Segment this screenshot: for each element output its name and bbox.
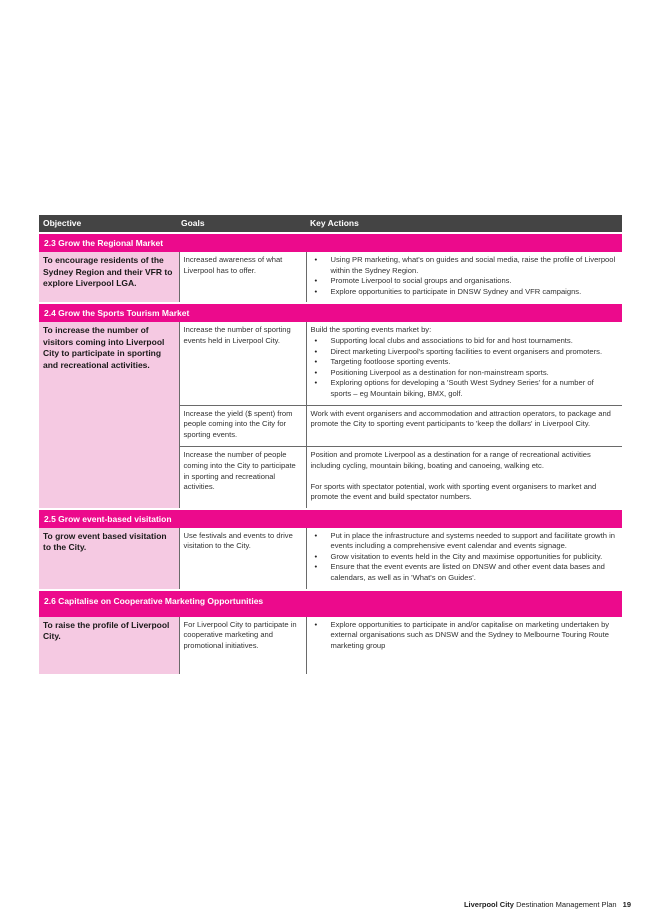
goal-cell: Increased awareness of what Liverpool has to offer. — [179, 252, 306, 303]
section-row — [39, 509, 622, 528]
goal-cell: For Liverpool City to participate in cooperative marketing and promotional initiatives. — [179, 617, 306, 674]
table-row — [39, 617, 622, 674]
table-header-row — [39, 215, 622, 233]
list-item: • Positioning Liverpool as a destination for non-mainstream sports. — [311, 368, 617, 379]
bullet-list — [311, 620, 617, 652]
list-item: • Using PR marketing, what's on guides and social media, raise the profile of Liverpool within the Sydney Region. — [311, 255, 617, 276]
key-actions-cell — [306, 405, 622, 447]
objective-cell: To grow event based visitation to the City. — [39, 528, 179, 590]
action-paragraph: For sports with spectator potential, work with sporting event organisers to market and promote the event and build spectator numbers. — [310, 481, 597, 502]
list-item: • Targeting footloose sporting events. — [311, 357, 617, 368]
bullet-list — [311, 531, 617, 584]
key-actions-cell — [306, 252, 622, 303]
list-item: • Exploring options for developing a 'South West Sydney Series' for a number of sports – eg Mountain biking, BMX, golf. — [311, 378, 617, 399]
page-footer — [464, 900, 631, 909]
section-title: 2.3 Grow the Regional Market — [39, 233, 622, 252]
header-objective: Objective — [39, 215, 179, 233]
objective-cell: To increase the number of visitors coming into Liverpool City to participate in sporting and recreational activities. — [39, 322, 179, 508]
action-paragraph: Work with event organisers and accommodation and attraction operators, to package and promote the City to sporting event participants to 'keep the dollars' in Liverpool City. — [310, 408, 611, 429]
goal-cell: Increase the number of people coming into the City to participate in sporting and recreational activities. — [179, 447, 306, 509]
objective-cell: To raise the profile of Liverpool City. — [39, 617, 179, 674]
list-item: • Grow visitation to events held in the City and maximise opportunities for publicity. — [311, 552, 617, 563]
bullet-list — [311, 255, 617, 297]
page-number: 19 — [622, 900, 631, 909]
actions-intro: Build the sporting events market by: — [310, 325, 432, 335]
section-row — [39, 303, 622, 322]
list-item: • Explore opportunities to participate in DNSW Sydney and VFR campaigns. — [311, 287, 617, 298]
key-actions-cell — [306, 617, 622, 674]
section-row — [39, 233, 622, 252]
list-item: • Supporting local clubs and associations to bid for and host tournaments. — [311, 336, 617, 347]
goal-cell: Use festivals and events to drive visitation to the City. — [179, 528, 306, 590]
table-row — [39, 322, 622, 405]
goal-cell: Increase the yield ($ spent) from people coming into the City for sporting events. — [179, 405, 306, 447]
list-item: • Explore opportunities to participate in and/or capitalise on marketing undertaken by external organisations such as DNSW and the Sydney to Melbourne Touring Route marketing group — [311, 620, 617, 652]
list-item: • Promote Liverpool to social groups and organisations. — [311, 276, 617, 287]
header-goals: Goals — [179, 215, 306, 233]
list-item: • Direct marketing Liverpool's sporting facilities to event organisers and promoters. — [311, 347, 617, 358]
action-paragraph: Position and promote Liverpool as a destination for a range of recreational activities including cycling, mountain biking, boating and canoeing, walking etc. — [310, 450, 591, 470]
list-item: • Ensure that the event events are listed on DNSW and other event data bases and calendars, as well as in 'What's on Guides'. — [311, 562, 617, 583]
table-row — [39, 252, 622, 303]
key-actions-cell — [306, 528, 622, 590]
key-actions-cell — [306, 447, 622, 509]
header-key-actions: Key Actions — [306, 215, 622, 233]
footer-brand: Liverpool City — [463, 900, 514, 909]
table-row — [39, 528, 622, 590]
bullet-list — [311, 336, 617, 400]
section-title: 2.4 Grow the Sports Tourism Market — [39, 303, 622, 322]
section-row — [39, 590, 622, 617]
objective-cell: To encourage residents of the Sydney Region and their VFR to explore Liverpool LGA. — [39, 252, 179, 303]
goal-cell: Increase the number of sporting events held in Liverpool City. — [179, 322, 306, 405]
key-actions-cell — [306, 322, 622, 405]
section-title: 2.6 Capitalise on Cooperative Marketing Opportunities — [39, 590, 622, 617]
footer-doc-title: Destination Management Plan — [516, 900, 617, 909]
list-item: • Put in place the infrastructure and systems needed to support and facilitate growth in events including a comprehensive event calendar and events signage. — [311, 531, 617, 552]
section-title: 2.5 Grow event-based visitation — [39, 509, 622, 528]
objectives-table — [39, 215, 622, 674]
